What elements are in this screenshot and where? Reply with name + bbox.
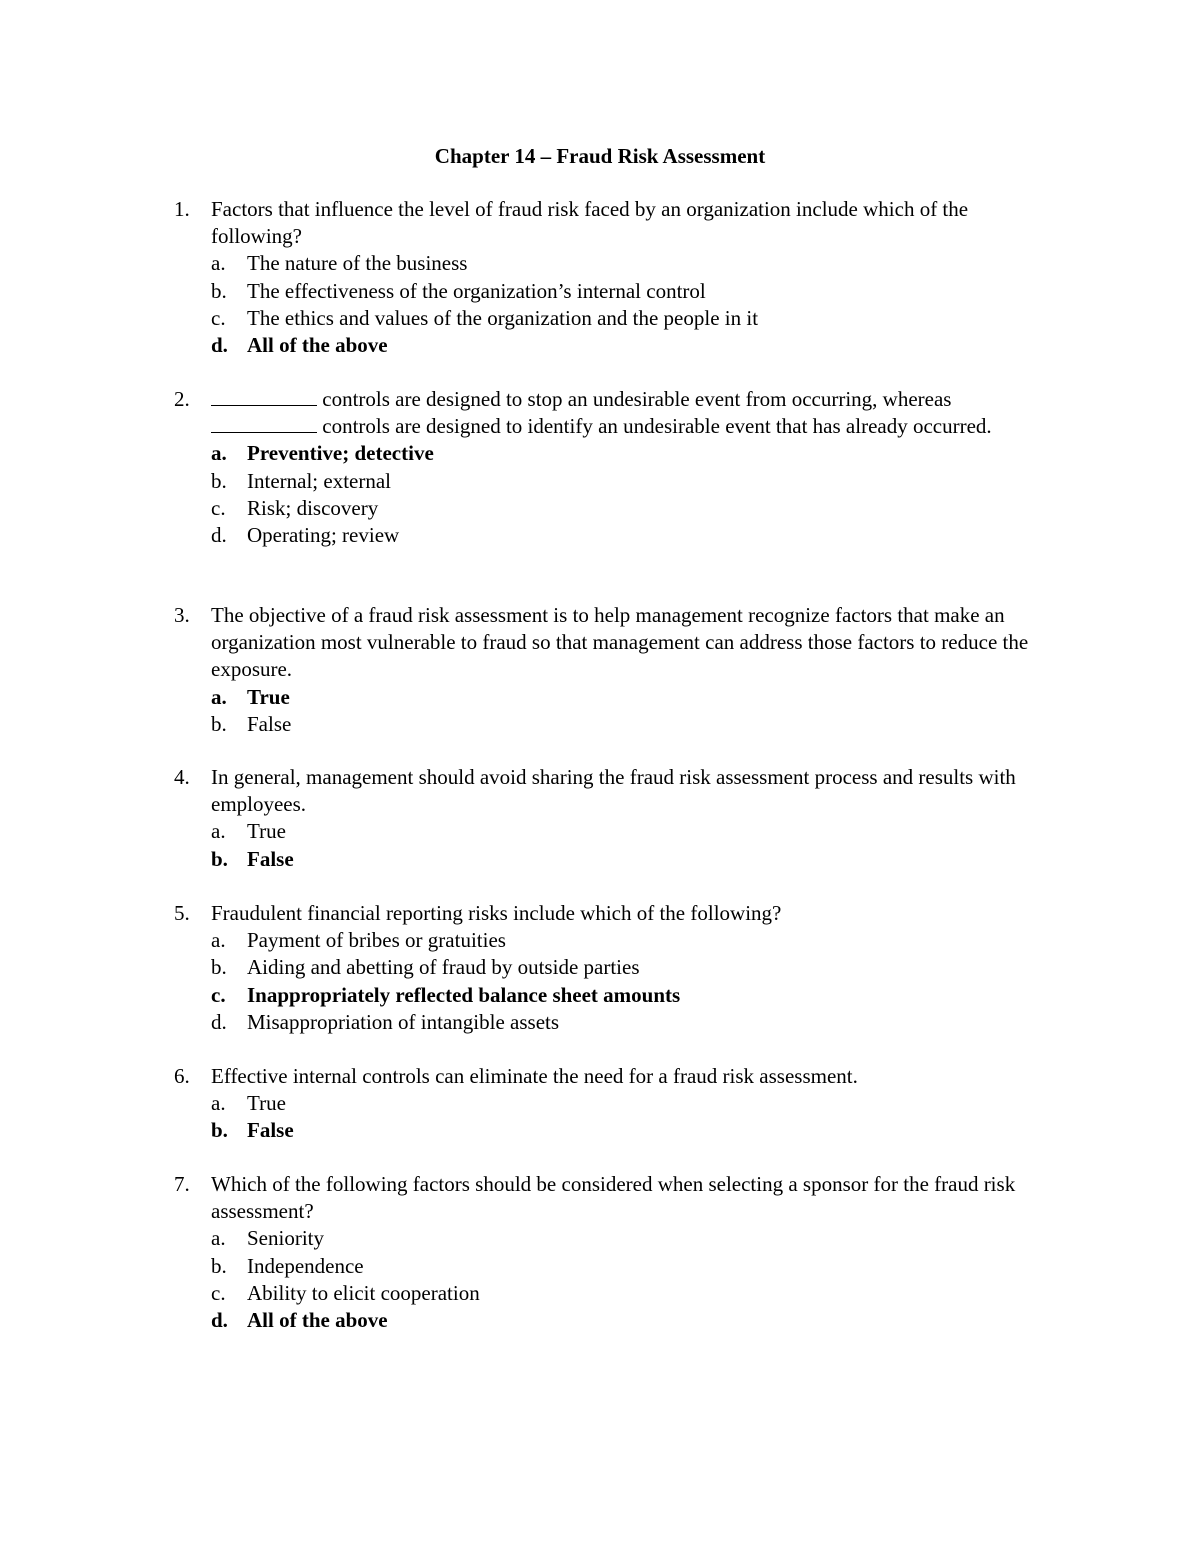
- question-text: Fraudulent financial reporting risks include which of the following?: [211, 901, 782, 925]
- question-text-part: controls are designed to stop an undesirable event from occurring, whereas: [317, 387, 952, 411]
- option-letter: b.: [211, 846, 228, 871]
- option-letter: b.: [211, 1118, 228, 1143]
- answer-option: [0, 440, 1200, 467]
- question-3: [0, 602, 1200, 738]
- question-text: Factors that influence the level of fraud risk faced by an organization include which of the following?: [211, 197, 969, 249]
- question-text: Which of the following factors should be considered when selecting a sponsor for the fraud risk assessment?: [211, 1172, 1016, 1224]
- option-letter: c.: [211, 495, 226, 520]
- answer-option: [0, 818, 1200, 845]
- option-text: Risk; discovery: [247, 495, 379, 520]
- question-4: [0, 764, 1200, 873]
- question-number: 3.: [174, 603, 190, 627]
- question-number: 6.: [174, 1064, 190, 1088]
- answer-options: [0, 684, 1200, 738]
- question-number: 4.: [174, 765, 190, 789]
- option-letter: b.: [211, 468, 227, 493]
- answer-option: [0, 495, 1200, 522]
- option-text: False: [247, 846, 294, 871]
- option-letter: a.: [211, 1091, 226, 1116]
- option-letter: a.: [211, 1226, 226, 1251]
- option-letter: a.: [211, 251, 226, 276]
- option-text: The effectiveness of the organization’s internal control: [247, 278, 706, 303]
- option-text: True: [247, 1091, 286, 1116]
- question-number: 7.: [174, 1172, 190, 1196]
- answer-option: [0, 1307, 1200, 1334]
- option-letter: d.: [211, 1009, 227, 1034]
- answer-option: [0, 711, 1200, 738]
- option-text: Independence: [247, 1253, 364, 1278]
- option-letter: d.: [211, 332, 228, 357]
- option-text: The nature of the business: [247, 251, 468, 276]
- answer-option: [0, 982, 1200, 1009]
- answer-option: [0, 846, 1200, 873]
- option-text: Operating; review: [247, 522, 400, 547]
- answer-option: [0, 1225, 1200, 1252]
- answer-options: [0, 250, 1200, 359]
- option-text: False: [247, 1118, 294, 1143]
- question-text: In general, management should avoid sharing the fraud risk assessment process and results with employees.: [211, 765, 1016, 817]
- question-number: 1.: [174, 197, 190, 221]
- option-text: False: [247, 711, 292, 736]
- option-letter: b.: [211, 711, 227, 736]
- question-number: 5.: [174, 901, 190, 925]
- option-text: Preventive; detective: [247, 441, 434, 466]
- question-text-part: controls are designed to identify an undesirable event that has already occurred.: [317, 414, 992, 439]
- answer-option: [0, 1009, 1200, 1036]
- question-text: [211, 386, 1041, 440]
- question-text: The objective of a fraud risk assessment is to help management recognize factors that make an organization most vulnerable to fraud so that management can address those factors to reduce the exposure.: [211, 603, 1029, 682]
- question-number: 2.: [174, 387, 190, 411]
- question-7: [0, 1171, 1200, 1334]
- answer-option: [0, 1117, 1200, 1144]
- option-text: Seniority: [247, 1226, 324, 1251]
- option-text: Internal; external: [247, 468, 392, 493]
- answer-option: [0, 278, 1200, 305]
- option-letter: a.: [211, 928, 226, 953]
- option-text: True: [247, 684, 290, 709]
- option-letter: b.: [211, 955, 227, 980]
- option-letter: a.: [211, 684, 227, 709]
- answer-options: [0, 1090, 1200, 1144]
- answer-option: [0, 522, 1200, 549]
- option-text: Misappropriation of intangible assets: [247, 1009, 560, 1034]
- option-text: Ability to elicit cooperation: [247, 1280, 480, 1305]
- answer-option: [0, 305, 1200, 332]
- answer-options: [0, 818, 1200, 872]
- option-text: Aiding and abetting of fraud by outside parties: [247, 955, 640, 980]
- answer-option: [0, 927, 1200, 954]
- answer-options: [0, 440, 1200, 549]
- question-2: [0, 386, 1200, 549]
- option-letter: b.: [211, 278, 227, 303]
- option-letter: a.: [211, 441, 227, 466]
- page-title: Chapter 14 – Fraud Risk Assessment: [434, 144, 766, 168]
- option-letter: c.: [211, 1280, 226, 1305]
- option-text: True: [247, 819, 286, 844]
- answer-option: [0, 250, 1200, 277]
- option-letter: d.: [211, 522, 227, 547]
- answer-option: [0, 468, 1200, 495]
- question-6: [0, 1063, 1200, 1145]
- question-5: [0, 900, 1200, 1036]
- answer-option: [0, 1090, 1200, 1117]
- option-text: Inappropriately reflected balance sheet amounts: [247, 982, 681, 1007]
- question-1: [0, 196, 1200, 359]
- option-text: All of the above: [247, 332, 388, 357]
- option-letter: c.: [211, 982, 226, 1007]
- option-letter: c.: [211, 305, 226, 330]
- option-text: The ethics and values of the organization and the people in it: [247, 305, 759, 330]
- answer-option: [0, 332, 1200, 359]
- answer-blank: [211, 387, 317, 406]
- answer-option: [0, 1253, 1200, 1280]
- option-text: Payment of bribes or gratuities: [247, 928, 506, 953]
- answer-option: [0, 1280, 1200, 1307]
- question-text: Effective internal controls can eliminate the need for a fraud risk assessment.: [211, 1064, 858, 1088]
- option-letter: d.: [211, 1307, 228, 1332]
- option-letter: b.: [211, 1253, 227, 1278]
- answer-option: [0, 684, 1200, 711]
- option-letter: a.: [211, 819, 226, 844]
- option-text: All of the above: [247, 1307, 388, 1332]
- answer-options: [0, 1225, 1200, 1334]
- answer-option: [0, 954, 1200, 981]
- answer-options: [0, 927, 1200, 1036]
- answer-blank: [211, 414, 317, 433]
